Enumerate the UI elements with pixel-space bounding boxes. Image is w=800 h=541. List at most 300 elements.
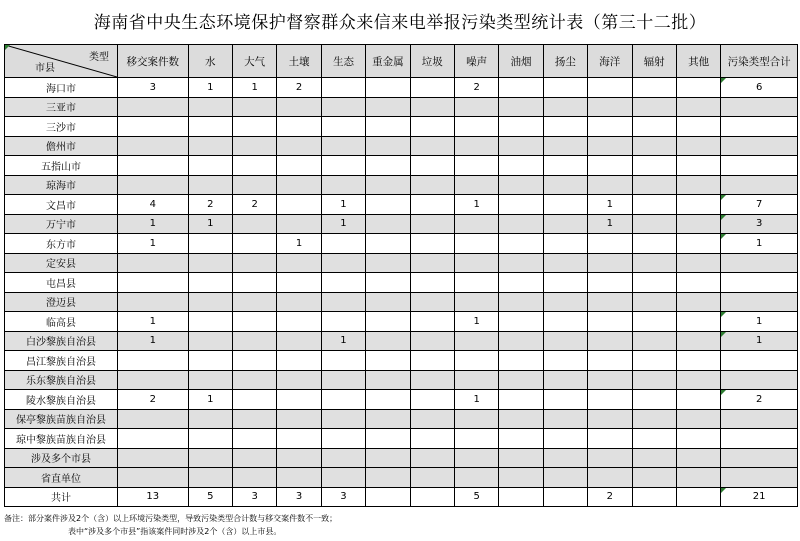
- cell-marker: [721, 78, 726, 83]
- table-cell: [632, 253, 676, 273]
- cell-value: 1: [340, 218, 347, 230]
- row-city-label: 三亚市: [5, 97, 118, 117]
- cell-value: 1: [755, 315, 763, 327]
- row-city-label: 三沙市: [5, 117, 118, 137]
- table-cell: [410, 175, 454, 195]
- cell-marker: [721, 488, 726, 493]
- table-cell: [117, 409, 188, 429]
- row-city-label: 儋州市: [5, 136, 118, 156]
- table-cell: [632, 409, 676, 429]
- table-cell: [188, 448, 232, 468]
- table-cell: [588, 234, 632, 254]
- column-header: 大气: [232, 45, 276, 78]
- table-row: [5, 351, 798, 371]
- table-cell: [543, 390, 587, 410]
- table-cell: [321, 117, 365, 137]
- table-cell: [321, 429, 365, 449]
- table-cell: [588, 331, 632, 351]
- table-cell: [321, 331, 365, 351]
- column-header-total: 污染类型合计: [721, 45, 798, 78]
- table-cell: [366, 117, 410, 137]
- table-cell: [188, 351, 232, 371]
- table-cell: [277, 117, 321, 137]
- table-cell: [277, 136, 321, 156]
- table-cell: [188, 409, 232, 429]
- cell-value: 3: [755, 218, 763, 230]
- table-cell: [366, 351, 410, 371]
- table-cell: [721, 234, 798, 254]
- row-city-label: 定安县: [5, 253, 118, 273]
- cell-value: 1: [207, 218, 214, 230]
- column-header: 土壤: [277, 45, 321, 78]
- table-cell: [366, 273, 410, 293]
- table-cell: [454, 253, 498, 273]
- table-cell: [721, 429, 798, 449]
- table-cell: [721, 390, 798, 410]
- table-cell: [632, 156, 676, 176]
- table-cell: [588, 97, 632, 117]
- table-cell: [188, 468, 232, 488]
- table-cell: [117, 370, 188, 390]
- table-row: [5, 468, 798, 488]
- table-cell: [499, 156, 543, 176]
- table-cell: [366, 409, 410, 429]
- table-cell: [232, 97, 276, 117]
- table-header-row: [5, 45, 798, 78]
- table-row: [5, 409, 798, 429]
- cell-value: 5: [207, 491, 214, 503]
- table-cell: [277, 195, 321, 215]
- table-row: [5, 136, 798, 156]
- table-cell: [321, 214, 365, 234]
- table-cell: [232, 175, 276, 195]
- table-cell: [588, 273, 632, 293]
- table-cell: [321, 448, 365, 468]
- table-cell: [366, 136, 410, 156]
- table-cell: [676, 448, 720, 468]
- table-cell: [188, 331, 232, 351]
- table-cell: [321, 253, 365, 273]
- table-cell: [721, 292, 798, 312]
- table-cell: [721, 195, 798, 215]
- table-cell: [721, 253, 798, 273]
- table-cell: [543, 214, 587, 234]
- table-cell: [543, 312, 587, 332]
- table-cell: [366, 78, 410, 98]
- table-cell: [454, 409, 498, 429]
- table-cell: [410, 273, 454, 293]
- table-cell: [499, 390, 543, 410]
- table-cell: [454, 331, 498, 351]
- table-cell: [721, 175, 798, 195]
- table-cell: [543, 292, 587, 312]
- table-cell: [454, 136, 498, 156]
- table-cell: [454, 273, 498, 293]
- cell-value: 1: [149, 335, 156, 347]
- table-cell: [188, 312, 232, 332]
- table-cell: [117, 487, 188, 507]
- table-cell: [321, 468, 365, 488]
- table-cell: [499, 468, 543, 488]
- footnote-line: 表中“涉及多个市县”指该案件同时涉及2个（含）以上市县。: [68, 527, 282, 536]
- table-cell: [232, 78, 276, 98]
- table-cell: [454, 312, 498, 332]
- table-cell: [117, 195, 188, 215]
- table-cell: [410, 351, 454, 371]
- table-cell: [676, 234, 720, 254]
- row-city-label: 海口市: [5, 78, 118, 98]
- table-cell: [366, 292, 410, 312]
- cell-value: 1: [755, 335, 763, 347]
- table-cell: [499, 292, 543, 312]
- table-cell: [117, 312, 188, 332]
- table-cell: [543, 97, 587, 117]
- table-cell: [188, 429, 232, 449]
- table-cell: [117, 448, 188, 468]
- column-header: 油烟: [499, 45, 543, 78]
- table-cell: [188, 117, 232, 137]
- table-cell: [321, 292, 365, 312]
- table-cell: [321, 136, 365, 156]
- table-cell: [277, 370, 321, 390]
- page-title: 海南省中央生态环境保护督察群众来信来电举报污染类型统计表（第三十二批）: [93, 13, 707, 33]
- table-cell: [117, 234, 188, 254]
- column-header: 辐射: [632, 45, 676, 78]
- table-cell: [454, 78, 498, 98]
- table-cell: [632, 331, 676, 351]
- table-cell: [588, 370, 632, 390]
- cell-value: 3: [251, 491, 258, 503]
- table-cell: [232, 136, 276, 156]
- table-cell: [277, 253, 321, 273]
- table-cell: [721, 214, 798, 234]
- cell-value: 1: [755, 237, 763, 249]
- row-city-label: 涉及多个市县: [5, 448, 118, 468]
- table-cell: [454, 487, 498, 507]
- table-cell: [188, 253, 232, 273]
- column-header: 移交案件数: [117, 45, 188, 78]
- corner-label-type: 类型: [88, 52, 109, 63]
- row-city-label: 屯昌县: [5, 273, 118, 293]
- table-cell: [499, 78, 543, 98]
- cell-value: 1: [149, 237, 156, 249]
- column-header: 重金属: [366, 45, 410, 78]
- table-cell: [188, 390, 232, 410]
- table-cell: [117, 156, 188, 176]
- table-cell: [588, 468, 632, 488]
- table-cell: [117, 214, 188, 234]
- cell-value: 1: [251, 81, 258, 93]
- table-row: [5, 331, 798, 351]
- table-row: [5, 117, 798, 137]
- pollution-statistics-table: [4, 44, 798, 507]
- cell-value: 1: [340, 198, 347, 210]
- cell-value: 2: [473, 81, 480, 93]
- row-city-label: 保亭黎族苗族自治县: [5, 409, 118, 429]
- table-cell: [721, 136, 798, 156]
- table-cell: [277, 214, 321, 234]
- table-cell: [499, 253, 543, 273]
- table-cell: [321, 390, 365, 410]
- table-cell: [676, 117, 720, 137]
- table-cell: [632, 214, 676, 234]
- table-cell: [232, 195, 276, 215]
- row-city-label: 省直单位: [5, 468, 118, 488]
- table-cell: [232, 253, 276, 273]
- cell-marker: [5, 45, 10, 50]
- table-cell: [277, 78, 321, 98]
- table-cell: [499, 273, 543, 293]
- table-cell: [543, 273, 587, 293]
- table-cell: [117, 175, 188, 195]
- table-cell: [676, 253, 720, 273]
- table-cell: [454, 390, 498, 410]
- table-cell: [366, 195, 410, 215]
- table-cell: [588, 214, 632, 234]
- cell-value: 1: [149, 315, 156, 327]
- table-cell: [188, 136, 232, 156]
- table-cell: [676, 214, 720, 234]
- table-cell: [676, 331, 720, 351]
- cell-value: 2: [207, 198, 214, 210]
- cell-value: 3: [149, 81, 156, 93]
- table-cell: [632, 273, 676, 293]
- table-cell: [366, 156, 410, 176]
- table-cell: [543, 351, 587, 371]
- table-cell: [321, 487, 365, 507]
- cell-value: 2: [251, 198, 258, 210]
- table-cell: [499, 487, 543, 507]
- cell-value: 2: [606, 491, 613, 503]
- table-cell: [188, 273, 232, 293]
- table-cell: [321, 409, 365, 429]
- table-cell: [366, 390, 410, 410]
- table-cell: [188, 292, 232, 312]
- table-cell: [543, 448, 587, 468]
- table-cell: [232, 117, 276, 137]
- column-header: 生态: [321, 45, 365, 78]
- column-header: 水: [188, 45, 232, 78]
- table-cell: [277, 448, 321, 468]
- table-cell: [117, 351, 188, 371]
- table-cell: [117, 273, 188, 293]
- table-cell: [232, 331, 276, 351]
- cell-value: 1: [340, 335, 347, 347]
- column-header: 海洋: [588, 45, 632, 78]
- table-cell: [117, 429, 188, 449]
- table-cell: [632, 448, 676, 468]
- table-cell: [410, 468, 454, 488]
- table-cell: [588, 292, 632, 312]
- table-cell: [188, 97, 232, 117]
- table-cell: [410, 409, 454, 429]
- table-row: [5, 312, 798, 332]
- table-row: [5, 370, 798, 390]
- table-cell: [676, 97, 720, 117]
- table-cell: [410, 429, 454, 449]
- column-header: 其他: [676, 45, 720, 78]
- table-cell: [454, 117, 498, 137]
- table-cell: [188, 175, 232, 195]
- table-cell: [117, 136, 188, 156]
- table-cell: [366, 175, 410, 195]
- table-cell: [410, 292, 454, 312]
- table-cell: [499, 351, 543, 371]
- table-cell: [188, 195, 232, 215]
- table-cell: [499, 331, 543, 351]
- table-cell: [499, 429, 543, 449]
- table-cell: [543, 487, 587, 507]
- table-cell: [588, 312, 632, 332]
- table-cell: [410, 97, 454, 117]
- table-cell: [117, 97, 188, 117]
- table-row: [5, 448, 798, 468]
- table-cell: [277, 331, 321, 351]
- table-cell: [410, 136, 454, 156]
- table-cell: [588, 253, 632, 273]
- cell-marker: [721, 332, 726, 337]
- cell-value: 21: [752, 491, 766, 503]
- table-cell: [632, 351, 676, 371]
- cell-value: 1: [473, 198, 480, 210]
- table-cell: [277, 409, 321, 429]
- table-cell: [232, 292, 276, 312]
- cell-value: 4: [149, 198, 156, 210]
- table-cell: [454, 175, 498, 195]
- table-cell: [410, 195, 454, 215]
- table-cell: [366, 429, 410, 449]
- table-cell: [499, 234, 543, 254]
- cell-marker: [721, 195, 726, 200]
- table-cell: [232, 468, 276, 488]
- table-cell: [676, 292, 720, 312]
- table-cell: [588, 487, 632, 507]
- table-cell: [499, 136, 543, 156]
- table-cell: [232, 390, 276, 410]
- cell-value: 1: [606, 198, 613, 210]
- table-cell: [277, 175, 321, 195]
- table-cell: [277, 487, 321, 507]
- table-cell: [676, 390, 720, 410]
- table-cell: [543, 234, 587, 254]
- cell-value: 3: [295, 491, 303, 503]
- table-cell: [232, 487, 276, 507]
- table-cell: [366, 97, 410, 117]
- table-cell: [410, 487, 454, 507]
- table-cell: [543, 331, 587, 351]
- table-cell: [232, 351, 276, 371]
- table-cell: [410, 331, 454, 351]
- table-cell: [721, 487, 798, 507]
- row-city-label: 乐东黎族自治县: [5, 370, 118, 390]
- table-cell: [410, 390, 454, 410]
- table-cell: [117, 331, 188, 351]
- table-cell: [232, 156, 276, 176]
- table-cell: [632, 234, 676, 254]
- table-row: [5, 214, 798, 234]
- table-cell: [721, 117, 798, 137]
- table-cell: [588, 448, 632, 468]
- table-cell: [588, 156, 632, 176]
- table-cell: [321, 97, 365, 117]
- table-row: [5, 429, 798, 449]
- row-city-label: 临高县: [5, 312, 118, 332]
- table-cell: [454, 156, 498, 176]
- cell-value: 1: [473, 393, 480, 405]
- table-cell: [632, 370, 676, 390]
- table-row: [5, 273, 798, 293]
- table-cell: [632, 78, 676, 98]
- total-row: [5, 487, 798, 507]
- table-cell: [632, 117, 676, 137]
- table-cell: [721, 156, 798, 176]
- table-row: [5, 97, 798, 117]
- table-cell: [188, 78, 232, 98]
- table-cell: [410, 156, 454, 176]
- table-cell: [117, 253, 188, 273]
- table-cell: [321, 156, 365, 176]
- table-cell: [454, 468, 498, 488]
- corner-header-cell: [5, 45, 118, 78]
- table-cell: [676, 312, 720, 332]
- cell-value: 2: [295, 81, 303, 93]
- table-cell: [499, 97, 543, 117]
- cell-value: 3: [340, 491, 347, 503]
- table-cell: [632, 390, 676, 410]
- table-row: [5, 78, 798, 98]
- table-cell: [632, 429, 676, 449]
- table-cell: [499, 175, 543, 195]
- table-cell: [321, 234, 365, 254]
- table-cell: [321, 351, 365, 371]
- table-cell: [366, 214, 410, 234]
- table-cell: [632, 312, 676, 332]
- table-cell: [454, 214, 498, 234]
- table-cell: [117, 292, 188, 312]
- footnote-line: 备注：部分案件涉及2个（含）以上环境污染类型，导致污染类型合计数与移交案件数不一致；: [4, 514, 338, 523]
- column-header: 噪声: [454, 45, 498, 78]
- table-cell: [632, 175, 676, 195]
- table-cell: [676, 273, 720, 293]
- cell-marker: [721, 312, 726, 317]
- table-cell: [232, 234, 276, 254]
- cell-value: 1: [295, 237, 303, 249]
- table-cell: [588, 429, 632, 449]
- row-city-label: 白沙黎族自治县: [5, 331, 118, 351]
- table-row: [5, 292, 798, 312]
- table-cell: [543, 468, 587, 488]
- table-cell: [721, 78, 798, 98]
- table-cell: [543, 175, 587, 195]
- table-cell: [588, 390, 632, 410]
- table-cell: [188, 487, 232, 507]
- table-cell: [588, 117, 632, 137]
- table-cell: [499, 195, 543, 215]
- table-cell: [277, 273, 321, 293]
- table-cell: [410, 117, 454, 137]
- row-city-label: 澄迈县: [5, 292, 118, 312]
- table-cell: [499, 409, 543, 429]
- table-cell: [232, 409, 276, 429]
- table-cell: [721, 312, 798, 332]
- cell-value: 13: [146, 491, 160, 503]
- table-cell: [117, 390, 188, 410]
- corner-label-city: 市县: [35, 63, 55, 74]
- table-row: [5, 253, 798, 273]
- table-cell: [588, 409, 632, 429]
- table-cell: [366, 234, 410, 254]
- table-cell: [676, 409, 720, 429]
